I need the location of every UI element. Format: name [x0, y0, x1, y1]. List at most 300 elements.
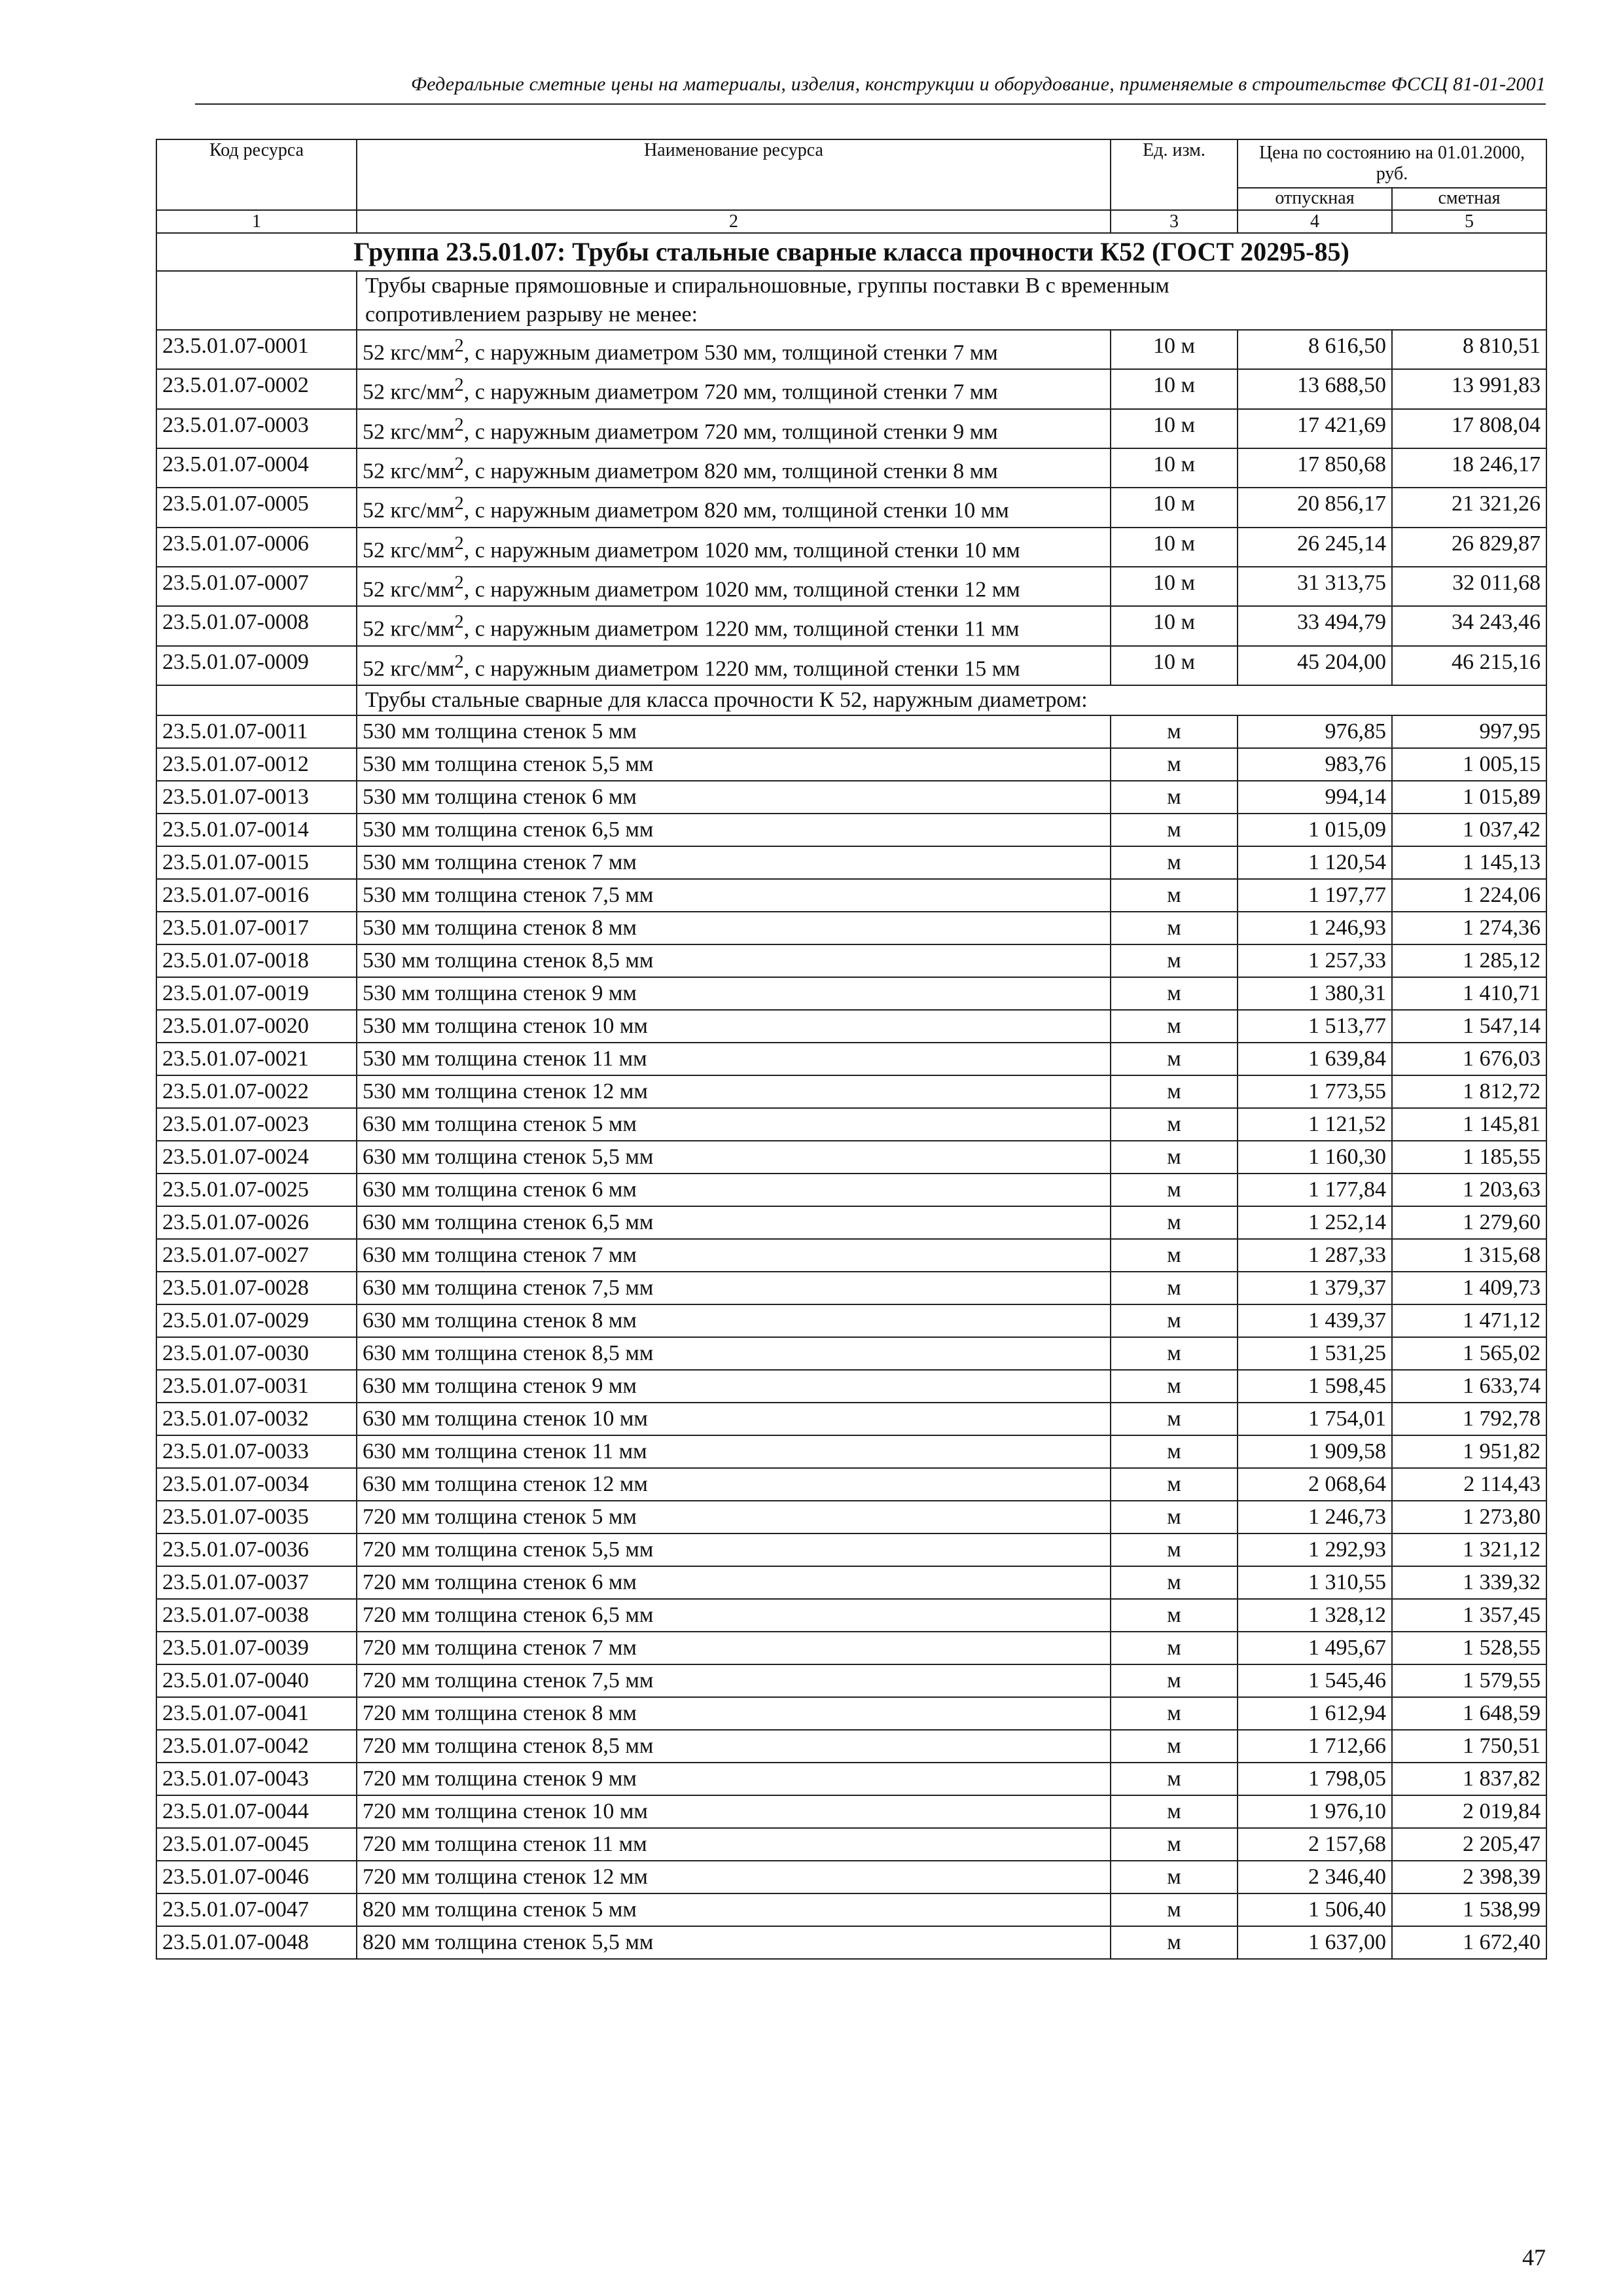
resource-name: 720 мм толщина стенок 7,5 мм [357, 1664, 1111, 1697]
unit-of-measure: м [1111, 1141, 1238, 1174]
resource-code: 23.5.01.07-0046 [156, 1861, 357, 1893]
resource-name: 720 мм толщина стенок 6 мм [357, 1566, 1111, 1599]
table-row [156, 944, 1546, 977]
resource-code: 23.5.01.07-0036 [156, 1534, 357, 1566]
resource-name: 630 мм толщина стенок 7,5 мм [357, 1272, 1111, 1304]
release-price: 1 197,77 [1238, 879, 1392, 912]
estimate-price: 1 676,03 [1392, 1043, 1546, 1075]
resource-name: 720 мм толщина стенок 5,5 мм [357, 1534, 1111, 1566]
header-price-estimate: сметная [1392, 188, 1546, 210]
column-number: 5 [1392, 210, 1546, 233]
resource-name: 720 мм толщина стенок 10 мм [357, 1795, 1111, 1828]
release-price: 1 439,37 [1238, 1304, 1392, 1337]
estimate-price: 1 648,59 [1392, 1697, 1546, 1730]
header-price-group: Цена по состоянию на 01.01.2000, руб. [1238, 139, 1546, 188]
table-row [156, 646, 1546, 685]
estimate-price: 1 315,68 [1392, 1239, 1546, 1272]
estimate-price: 1 812,72 [1392, 1075, 1546, 1108]
name-part: , с наружным диаметром 1020 мм, толщиной стенки 10 мм [463, 537, 1020, 562]
estimate-price: 17 808,04 [1392, 409, 1546, 448]
unit-of-measure: м [1111, 1926, 1238, 1959]
resource-code: 23.5.01.07-0014 [156, 814, 357, 846]
column-number: 4 [1238, 210, 1392, 233]
table-row [156, 977, 1546, 1010]
resource-code: 23.5.01.07-0031 [156, 1370, 357, 1403]
resource-code: 23.5.01.07-0034 [156, 1468, 357, 1501]
release-price: 45 204,00 [1238, 646, 1392, 685]
table-row [156, 1763, 1546, 1795]
resource-name [357, 606, 1111, 645]
resource-name: 720 мм толщина стенок 11 мм [357, 1828, 1111, 1861]
unit-of-measure: м [1111, 1501, 1238, 1534]
estimate-price: 1 005,15 [1392, 748, 1546, 781]
table-row [156, 781, 1546, 814]
resource-name: 820 мм толщина стенок 5,5 мм [357, 1926, 1111, 1959]
header-price-release: отпускная [1238, 188, 1392, 210]
resource-name: 720 мм толщина стенок 7 мм [357, 1632, 1111, 1664]
name-part: , с наружным диаметром 720 мм, толщиной стенки 9 мм [463, 419, 998, 444]
estimate-price: 1 528,55 [1392, 1632, 1546, 1664]
resource-name: 630 мм толщина стенок 8,5 мм [357, 1337, 1111, 1370]
unit-superscript: 2 [454, 493, 464, 514]
resource-name: 630 мм толщина стенок 5 мм [357, 1108, 1111, 1141]
rows-diameter-group [156, 715, 1546, 1959]
estimate-price: 1 471,12 [1392, 1304, 1546, 1337]
unit-of-measure: м [1111, 814, 1238, 846]
table-row [156, 814, 1546, 846]
estimate-price: 1 274,36 [1392, 912, 1546, 944]
resource-name: 630 мм толщина стенок 11 мм [357, 1435, 1111, 1468]
name-part: , с наружным диаметром 1220 мм, толщиной стенки 11 мм [463, 617, 1020, 641]
estimate-price: 1 357,45 [1392, 1599, 1546, 1632]
table-row [156, 912, 1546, 944]
estimate-price: 34 243,46 [1392, 606, 1546, 645]
resource-name: 630 мм толщина стенок 12 мм [357, 1468, 1111, 1501]
resource-name: 820 мм толщина стенок 5 мм [357, 1893, 1111, 1926]
table-row [156, 369, 1546, 408]
resource-code: 23.5.01.07-0041 [156, 1697, 357, 1730]
resource-name [357, 448, 1111, 488]
unit-of-measure: м [1111, 912, 1238, 944]
release-price: 1 495,67 [1238, 1632, 1392, 1664]
resource-code: 23.5.01.07-0043 [156, 1763, 357, 1795]
table-body [156, 233, 1546, 330]
name-part: 52 кгс/мм [363, 419, 455, 444]
unit-of-measure: м [1111, 1108, 1238, 1141]
name-part: 52 кгс/мм [363, 537, 455, 562]
resource-name: 530 мм толщина стенок 11 мм [357, 1043, 1111, 1075]
estimate-price: 32 011,68 [1392, 567, 1546, 606]
running-header: Федеральные сметные цены на материалы, изделия, конструкции и оборудование, применяемые в строительстве ФССЦ 81-01-2001 [410, 73, 1546, 95]
estimate-price: 1 273,80 [1392, 1501, 1546, 1534]
unit-superscript: 2 [454, 572, 464, 593]
unit-of-measure: м [1111, 748, 1238, 781]
unit-superscript: 2 [454, 533, 464, 554]
resource-name: 630 мм толщина стенок 9 мм [357, 1370, 1111, 1403]
price-table [156, 139, 1547, 1960]
estimate-price: 1 672,40 [1392, 1926, 1546, 1959]
resource-code: 23.5.01.07-0011 [156, 715, 357, 748]
estimate-price: 1 279,60 [1392, 1206, 1546, 1239]
release-price: 1 015,09 [1238, 814, 1392, 846]
resource-name [357, 409, 1111, 448]
table-row [156, 1239, 1546, 1272]
resource-code: 23.5.01.07-0024 [156, 1141, 357, 1174]
resource-code: 23.5.01.07-0021 [156, 1043, 357, 1075]
name-part: 52 кгс/мм [363, 459, 455, 484]
estimate-price: 2 114,43 [1392, 1468, 1546, 1501]
table-row [156, 1043, 1546, 1075]
unit-of-measure: м [1111, 944, 1238, 977]
resource-code: 23.5.01.07-0038 [156, 1599, 357, 1632]
resource-name: 630 мм толщина стенок 5,5 мм [357, 1141, 1111, 1174]
resource-name: 720 мм толщина стенок 9 мм [357, 1763, 1111, 1795]
resource-name: 630 мм толщина стенок 6,5 мм [357, 1206, 1111, 1239]
estimate-price: 46 215,16 [1392, 646, 1546, 685]
resource-code: 23.5.01.07-0025 [156, 1174, 357, 1206]
release-price: 1 798,05 [1238, 1763, 1392, 1795]
release-price: 2 068,64 [1238, 1468, 1392, 1501]
release-price: 1 177,84 [1238, 1174, 1392, 1206]
resource-code: 23.5.01.07-0018 [156, 944, 357, 977]
resource-code: 23.5.01.07-0020 [156, 1010, 357, 1043]
unit-of-measure: 10 м [1111, 646, 1238, 685]
unit-of-measure: м [1111, 1435, 1238, 1468]
estimate-price: 1 185,55 [1392, 1141, 1546, 1174]
name-part: , с наружным диаметром 1020 мм, толщиной стенки 12 мм [463, 577, 1020, 602]
table-row [156, 1075, 1546, 1108]
resource-code: 23.5.01.07-0048 [156, 1926, 357, 1959]
resource-name: 720 мм толщина стенок 8 мм [357, 1697, 1111, 1730]
unit-superscript: 2 [454, 336, 464, 356]
table-row [156, 715, 1546, 748]
unit-of-measure: м [1111, 1304, 1238, 1337]
resource-code: 23.5.01.07-0008 [156, 606, 357, 645]
release-price: 1 120,54 [1238, 846, 1392, 879]
unit-of-measure: м [1111, 1239, 1238, 1272]
unit-of-measure: 10 м [1111, 409, 1238, 448]
estimate-price: 1 285,12 [1392, 944, 1546, 977]
resource-code: 23.5.01.07-0047 [156, 1893, 357, 1926]
release-price: 1 909,58 [1238, 1435, 1392, 1468]
name-part: 52 кгс/мм [363, 656, 455, 681]
resource-code: 23.5.01.07-0013 [156, 781, 357, 814]
group-title-row [156, 233, 1546, 271]
release-price: 1 287,33 [1238, 1239, 1392, 1272]
resource-name [357, 488, 1111, 527]
release-price: 1 246,73 [1238, 1501, 1392, 1534]
subheader-row [156, 685, 1546, 715]
resource-name: 530 мм толщина стенок 8,5 мм [357, 944, 1111, 977]
table-row [156, 1926, 1546, 1959]
unit-of-measure: м [1111, 1272, 1238, 1304]
table-row [156, 1664, 1546, 1697]
unit-of-measure: м [1111, 1893, 1238, 1926]
release-price: 1 545,46 [1238, 1664, 1392, 1697]
resource-name: 530 мм толщина стенок 9 мм [357, 977, 1111, 1010]
unit-of-measure: м [1111, 1468, 1238, 1501]
unit-of-measure: м [1111, 879, 1238, 912]
header-unit: Ед. изм. [1111, 139, 1238, 210]
table-row [156, 879, 1546, 912]
resource-name: 530 мм толщина стенок 7,5 мм [357, 879, 1111, 912]
table-row [156, 1337, 1546, 1370]
name-part: 52 кгс/мм [363, 340, 455, 365]
unit-of-measure: 10 м [1111, 369, 1238, 408]
release-price: 1 612,94 [1238, 1697, 1392, 1730]
name-part: 52 кгс/мм [363, 577, 455, 602]
unit-of-measure: м [1111, 1534, 1238, 1566]
resource-code: 23.5.01.07-0037 [156, 1566, 357, 1599]
release-price: 1 292,93 [1238, 1534, 1392, 1566]
resource-name: 530 мм толщина стенок 6,5 мм [357, 814, 1111, 846]
release-price: 13 688,50 [1238, 369, 1392, 408]
resource-name [357, 567, 1111, 606]
table-row [156, 1206, 1546, 1239]
estimate-price: 1 792,78 [1392, 1403, 1546, 1435]
table-head [156, 139, 1546, 233]
unit-of-measure: м [1111, 1206, 1238, 1239]
unit-superscript: 2 [454, 454, 464, 475]
resource-name: 530 мм толщина стенок 12 мм [357, 1075, 1111, 1108]
release-price: 976,85 [1238, 715, 1392, 748]
release-price: 1 252,14 [1238, 1206, 1392, 1239]
column-number: 3 [1111, 210, 1238, 233]
table-row [156, 846, 1546, 879]
unit-of-measure: м [1111, 1043, 1238, 1075]
resource-name: 720 мм толщина стенок 8,5 мм [357, 1730, 1111, 1763]
resource-code: 23.5.01.07-0019 [156, 977, 357, 1010]
resource-code: 23.5.01.07-0007 [156, 567, 357, 606]
unit-superscript: 2 [454, 414, 464, 435]
table-row [156, 1893, 1546, 1926]
resource-code: 23.5.01.07-0006 [156, 528, 357, 567]
table-row [156, 606, 1546, 645]
resource-name: 530 мм толщина стенок 7 мм [357, 846, 1111, 879]
name-part: , с наружным диаметром 820 мм, толщиной стенки 10 мм [463, 498, 1009, 523]
resource-code: 23.5.01.07-0026 [156, 1206, 357, 1239]
table-row [156, 528, 1546, 567]
release-price: 1 257,33 [1238, 944, 1392, 977]
unit-of-measure: 10 м [1111, 567, 1238, 606]
table-row [156, 1697, 1546, 1730]
unit-superscript: 2 [454, 651, 464, 672]
resource-code: 23.5.01.07-0044 [156, 1795, 357, 1828]
table-row [156, 1435, 1546, 1468]
resource-code: 23.5.01.07-0029 [156, 1304, 357, 1337]
estimate-price: 1 547,14 [1392, 1010, 1546, 1043]
unit-of-measure: м [1111, 1632, 1238, 1664]
unit-of-measure: 10 м [1111, 448, 1238, 488]
header-rule [195, 103, 1546, 105]
resource-name: 630 мм толщина стенок 10 мм [357, 1403, 1111, 1435]
table-row [156, 330, 1546, 369]
release-price: 17 421,69 [1238, 409, 1392, 448]
resource-code: 23.5.01.07-0003 [156, 409, 357, 448]
table-row [156, 1828, 1546, 1861]
unit-of-measure: м [1111, 1599, 1238, 1632]
resource-code: 23.5.01.07-0042 [156, 1730, 357, 1763]
name-part: , с наружным диаметром 720 мм, толщиной стенки 7 мм [463, 380, 998, 404]
estimate-price: 1 951,82 [1392, 1435, 1546, 1468]
unit-of-measure: м [1111, 846, 1238, 879]
unit-of-measure: м [1111, 1763, 1238, 1795]
estimate-price: 13 991,83 [1392, 369, 1546, 408]
resource-name [357, 330, 1111, 369]
release-price: 1 160,30 [1238, 1141, 1392, 1174]
resource-name: 630 мм толщина стенок 7 мм [357, 1239, 1111, 1272]
estimate-price: 1 750,51 [1392, 1730, 1546, 1763]
estimate-price: 997,95 [1392, 715, 1546, 748]
release-price: 1 513,77 [1238, 1010, 1392, 1043]
unit-of-measure: м [1111, 1370, 1238, 1403]
name-part: 52 кгс/мм [363, 498, 455, 523]
table-row [156, 1370, 1546, 1403]
intro-text: Трубы сварные прямошовные и спиральношовные, группы поставки В с временным сопротивлением разрыву не менее: [357, 271, 1546, 330]
intro-code-cell [156, 271, 357, 330]
subheader-group [156, 685, 1546, 715]
estimate-price: 1 339,32 [1392, 1566, 1546, 1599]
unit-of-measure: м [1111, 1697, 1238, 1730]
table-row [156, 1566, 1546, 1599]
resource-code: 23.5.01.07-0027 [156, 1239, 357, 1272]
release-price: 994,14 [1238, 781, 1392, 814]
unit-of-measure: 10 м [1111, 528, 1238, 567]
release-price: 17 850,68 [1238, 448, 1392, 488]
subheader-code-cell [156, 685, 357, 715]
table-row [156, 488, 1546, 527]
resource-name: 530 мм толщина стенок 6 мм [357, 781, 1111, 814]
estimate-price: 2 205,47 [1392, 1828, 1546, 1861]
estimate-price: 1 633,74 [1392, 1370, 1546, 1403]
resource-code: 23.5.01.07-0004 [156, 448, 357, 488]
release-price: 1 506,40 [1238, 1893, 1392, 1926]
unit-of-measure: 10 м [1111, 606, 1238, 645]
column-number: 2 [357, 210, 1111, 233]
release-price: 31 313,75 [1238, 567, 1392, 606]
table-row [156, 1141, 1546, 1174]
resource-code: 23.5.01.07-0028 [156, 1272, 357, 1304]
name-part: , с наружным диаметром 1220 мм, толщиной стенки 15 мм [463, 656, 1020, 681]
table-row [156, 567, 1546, 606]
estimate-price: 1 015,89 [1392, 781, 1546, 814]
unit-of-measure: м [1111, 1075, 1238, 1108]
resource-code: 23.5.01.07-0012 [156, 748, 357, 781]
resource-code: 23.5.01.07-0045 [156, 1828, 357, 1861]
estimate-price: 1 837,82 [1392, 1763, 1546, 1795]
resource-name: 720 мм толщина стенок 5 мм [357, 1501, 1111, 1534]
resource-code: 23.5.01.07-0002 [156, 369, 357, 408]
estimate-price: 1 579,55 [1392, 1664, 1546, 1697]
resource-code: 23.5.01.07-0005 [156, 488, 357, 527]
estimate-price: 1 538,99 [1392, 1893, 1546, 1926]
release-price: 33 494,79 [1238, 606, 1392, 645]
resource-code: 23.5.01.07-0001 [156, 330, 357, 369]
resource-code: 23.5.01.07-0032 [156, 1403, 357, 1435]
estimate-price: 1 224,06 [1392, 879, 1546, 912]
table-row [156, 1534, 1546, 1566]
table-row [156, 1795, 1546, 1828]
estimate-price: 2 398,39 [1392, 1861, 1546, 1893]
table-row [156, 1501, 1546, 1534]
resource-code: 23.5.01.07-0017 [156, 912, 357, 944]
release-price: 1 773,55 [1238, 1075, 1392, 1108]
unit-of-measure: м [1111, 781, 1238, 814]
resource-code: 23.5.01.07-0023 [156, 1108, 357, 1141]
unit-of-measure: м [1111, 1828, 1238, 1861]
unit-of-measure: м [1111, 1403, 1238, 1435]
header-name: Наименование ресурса [357, 139, 1111, 210]
release-price: 1 976,10 [1238, 1795, 1392, 1828]
release-price: 20 856,17 [1238, 488, 1392, 527]
resource-code: 23.5.01.07-0009 [156, 646, 357, 685]
unit-of-measure: 10 м [1111, 330, 1238, 369]
unit-of-measure: м [1111, 1566, 1238, 1599]
resource-code: 23.5.01.07-0035 [156, 1501, 357, 1534]
table-row [156, 1403, 1546, 1435]
release-price: 1 712,66 [1238, 1730, 1392, 1763]
rows-pressure-group [156, 330, 1546, 685]
estimate-price: 1 565,02 [1392, 1337, 1546, 1370]
table-row [156, 409, 1546, 448]
estimate-price: 1 145,81 [1392, 1108, 1546, 1141]
estimate-price: 1 409,73 [1392, 1272, 1546, 1304]
resource-code: 23.5.01.07-0033 [156, 1435, 357, 1468]
release-price: 1 379,37 [1238, 1272, 1392, 1304]
resource-code: 23.5.01.07-0015 [156, 846, 357, 879]
release-price: 1 328,12 [1238, 1599, 1392, 1632]
unit-of-measure: м [1111, 1337, 1238, 1370]
release-price: 2 157,68 [1238, 1828, 1392, 1861]
estimate-price: 1 410,71 [1392, 977, 1546, 1010]
unit-of-measure: 10 м [1111, 488, 1238, 527]
table-row [156, 748, 1546, 781]
table-row [156, 1599, 1546, 1632]
unit-of-measure: м [1111, 1664, 1238, 1697]
intro-row [156, 271, 1546, 330]
resource-name [357, 369, 1111, 408]
table-row [156, 1730, 1546, 1763]
estimate-price: 26 829,87 [1392, 528, 1546, 567]
table-row [156, 1108, 1546, 1141]
resource-code: 23.5.01.07-0022 [156, 1075, 357, 1108]
release-price: 1 246,93 [1238, 912, 1392, 944]
resource-name [357, 528, 1111, 567]
unit-superscript: 2 [454, 375, 464, 396]
release-price: 1 637,00 [1238, 1926, 1392, 1959]
unit-of-measure: м [1111, 1730, 1238, 1763]
table-row [156, 1174, 1546, 1206]
resource-name: 530 мм толщина стенок 5 мм [357, 715, 1111, 748]
release-price: 2 346,40 [1238, 1861, 1392, 1893]
resource-name [357, 646, 1111, 685]
estimate-price: 18 246,17 [1392, 448, 1546, 488]
resource-name: 630 мм толщина стенок 6 мм [357, 1174, 1111, 1206]
column-number-row [156, 210, 1546, 233]
subheader-text: Трубы стальные сварные для класса прочности К 52, наружным диаметром: [357, 685, 1546, 715]
resource-name: 720 мм толщина стенок 6,5 мм [357, 1599, 1111, 1632]
page-number: 47 [1522, 2244, 1546, 2270]
estimate-price: 1 203,63 [1392, 1174, 1546, 1206]
estimate-price: 2 019,84 [1392, 1795, 1546, 1828]
resource-code: 23.5.01.07-0030 [156, 1337, 357, 1370]
column-number: 1 [156, 210, 357, 233]
resource-code: 23.5.01.07-0016 [156, 879, 357, 912]
release-price: 1 121,52 [1238, 1108, 1392, 1141]
name-part: , с наружным диаметром 530 мм, толщиной стенки 7 мм [463, 340, 998, 365]
release-price: 8 616,50 [1238, 330, 1392, 369]
unit-of-measure: м [1111, 1861, 1238, 1893]
